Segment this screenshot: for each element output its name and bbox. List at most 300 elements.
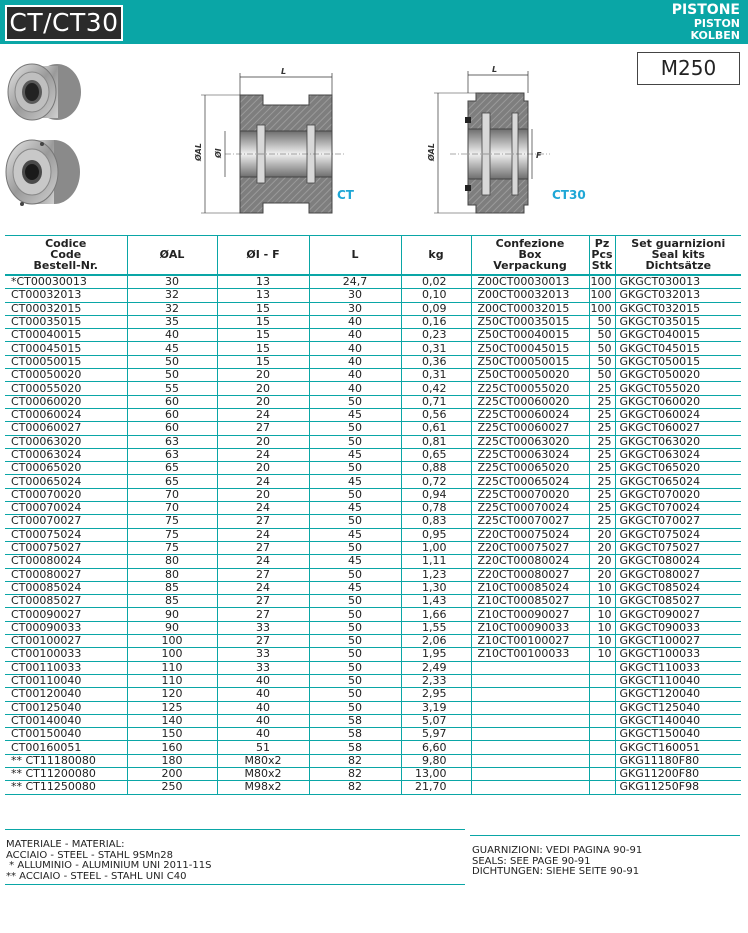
cell-pz: 25: [589, 502, 615, 515]
cell-code: CT00120040: [5, 688, 127, 701]
cell-l: 30: [309, 302, 401, 315]
table-row: [5, 648, 741, 661]
cell-box: [471, 767, 589, 780]
table-row: [5, 515, 741, 528]
cell-kg: 1,00: [401, 541, 471, 554]
cell-l: 40: [309, 355, 401, 368]
drawing-label-ct: CT: [337, 188, 354, 202]
cell-i: 40: [217, 701, 309, 714]
table-row: [5, 408, 741, 421]
cell-kg: 0,42: [401, 382, 471, 395]
cell-l: 50: [309, 395, 401, 408]
cell-pz: [589, 781, 615, 794]
cell-l: 45: [309, 475, 401, 488]
cell-code: CT00085024: [5, 581, 127, 594]
cell-box: Z50CT00050015: [471, 355, 589, 368]
cell-box: Z00CT00032013: [471, 289, 589, 302]
cell-al: 75: [127, 528, 217, 541]
cell-al: 65: [127, 475, 217, 488]
cell-code: CT00070027: [5, 515, 127, 528]
cell-al: 110: [127, 674, 217, 687]
cell-box: Z50CT00045015: [471, 342, 589, 355]
cell-seal: GKGCT055020: [615, 382, 741, 395]
cell-code: CT00050015: [5, 355, 127, 368]
cell-seal: GKGCT085027: [615, 595, 741, 608]
cell-kg: 0,65: [401, 448, 471, 461]
cell-pz: [589, 701, 615, 714]
cell-al: 160: [127, 741, 217, 754]
table-row: [5, 728, 741, 741]
cell-l: 50: [309, 688, 401, 701]
cell-box: Z25CT00070020: [471, 488, 589, 501]
table-row: [5, 568, 741, 581]
category-en: PISTON: [693, 17, 740, 30]
cell-seal: GKGCT120040: [615, 688, 741, 701]
table-row: [5, 595, 741, 608]
cell-code: CT00035015: [5, 315, 127, 328]
cell-l: 45: [309, 555, 401, 568]
cell-al: 85: [127, 581, 217, 594]
cell-seal: GKGCT080024: [615, 555, 741, 568]
cell-al: 32: [127, 302, 217, 315]
cell-kg: 13,00: [401, 767, 471, 780]
cell-seal: GKGCT060027: [615, 422, 741, 435]
category-it: PISTONE: [671, 2, 740, 18]
cell-kg: 2,49: [401, 661, 471, 674]
table-row: [5, 355, 741, 368]
cell-seal: GKGCT070024: [615, 502, 741, 515]
cell-al: 50: [127, 369, 217, 382]
cell-pz: 20: [589, 568, 615, 581]
cell-l: 45: [309, 581, 401, 594]
cell-al: 50: [127, 355, 217, 368]
header-bar: [0, 0, 748, 44]
cell-al: 65: [127, 462, 217, 475]
cell-l: 50: [309, 435, 401, 448]
cell-kg: 0,31: [401, 342, 471, 355]
cell-l: 50: [309, 674, 401, 687]
cell-box: [471, 728, 589, 741]
table-row: [5, 541, 741, 554]
cell-code: CT00065024: [5, 475, 127, 488]
cell-pz: 20: [589, 528, 615, 541]
cell-i: 15: [217, 355, 309, 368]
table-row: [5, 741, 741, 754]
cell-al: 120: [127, 688, 217, 701]
svg-text:ØAL: ØAL: [427, 143, 436, 161]
table-row: [5, 555, 741, 568]
cell-i: 40: [217, 714, 309, 727]
cell-kg: 0,56: [401, 408, 471, 421]
cell-box: Z25CT00060024: [471, 408, 589, 421]
cell-l: 58: [309, 714, 401, 727]
cell-box: [471, 741, 589, 754]
series-badge: M250: [637, 52, 740, 85]
cell-kg: 0,09: [401, 302, 471, 315]
cell-al: 110: [127, 661, 217, 674]
cell-pz: 25: [589, 515, 615, 528]
cell-code: CT00110033: [5, 661, 127, 674]
cell-al: 180: [127, 754, 217, 767]
cell-al: 90: [127, 621, 217, 634]
cell-code: CT00070024: [5, 502, 127, 515]
cell-i: 40: [217, 728, 309, 741]
cell-seal: GKGCT040015: [615, 329, 741, 342]
table-row: [5, 635, 741, 648]
table-row: [5, 608, 741, 621]
cell-i: 33: [217, 648, 309, 661]
table-row: [5, 382, 741, 395]
table-row: [5, 714, 741, 727]
cell-al: 100: [127, 635, 217, 648]
piston-photo-ct: [2, 58, 92, 128]
cell-kg: 21,70: [401, 781, 471, 794]
cell-box: Z00CT00032015: [471, 302, 589, 315]
cell-seal: GKGCT060024: [615, 408, 741, 421]
cell-pz: [589, 767, 615, 780]
cell-pz: [589, 754, 615, 767]
cell-pz: 20: [589, 555, 615, 568]
cell-i: 15: [217, 302, 309, 315]
cell-box: Z10CT00085024: [471, 581, 589, 594]
table-row: [5, 475, 741, 488]
cell-l: 45: [309, 448, 401, 461]
cell-l: 50: [309, 635, 401, 648]
cell-i: 51: [217, 741, 309, 754]
material-steel-c40: ** ACCIAIO - STEEL - STAHL UNI C40: [6, 870, 187, 882]
cell-i: 24: [217, 448, 309, 461]
cell-box: Z25CT00070024: [471, 502, 589, 515]
cell-seal: GKGCT065024: [615, 475, 741, 488]
cell-al: 70: [127, 488, 217, 501]
cell-code: CT00050020: [5, 369, 127, 382]
cell-kg: 1,43: [401, 595, 471, 608]
cell-code: CT00090027: [5, 608, 127, 621]
cell-al: 80: [127, 555, 217, 568]
cell-i: 15: [217, 315, 309, 328]
cell-seal: GKGCT035015: [615, 315, 741, 328]
cell-i: 20: [217, 462, 309, 475]
table-row: [5, 315, 741, 328]
cell-seal: GKGCT060020: [615, 395, 741, 408]
cell-l: 50: [309, 648, 401, 661]
cell-box: Z25CT00070027: [471, 515, 589, 528]
cell-l: 50: [309, 661, 401, 674]
cell-kg: 0,95: [401, 528, 471, 541]
cell-i: M80x2: [217, 754, 309, 767]
cell-kg: 0,16: [401, 315, 471, 328]
cell-i: 24: [217, 475, 309, 488]
col-l: L: [309, 236, 401, 276]
cell-pz: 25: [589, 408, 615, 421]
cell-al: 125: [127, 701, 217, 714]
cell-seal: GKGCT070020: [615, 488, 741, 501]
cell-l: 82: [309, 781, 401, 794]
table-row: [5, 302, 741, 315]
cell-l: 30: [309, 289, 401, 302]
cell-kg: 0,81: [401, 435, 471, 448]
piston-photo-ct30: [2, 132, 92, 212]
cell-al: 200: [127, 767, 217, 780]
table-row: [5, 781, 741, 794]
table-row: [5, 289, 741, 302]
cell-box: Z25CT00065020: [471, 462, 589, 475]
cell-kg: 1,23: [401, 568, 471, 581]
cell-i: 15: [217, 342, 309, 355]
cell-kg: 0,71: [401, 395, 471, 408]
cell-al: 60: [127, 395, 217, 408]
cell-pz: [589, 714, 615, 727]
cell-pz: 10: [589, 648, 615, 661]
cell-kg: 0,78: [401, 502, 471, 515]
table-row: [5, 581, 741, 594]
cell-box: Z25CT00065024: [471, 475, 589, 488]
cell-i: 27: [217, 515, 309, 528]
table-row: [5, 701, 741, 714]
cell-al: 40: [127, 329, 217, 342]
cell-al: 75: [127, 515, 217, 528]
cell-box: Z50CT00035015: [471, 315, 589, 328]
cell-i: 15: [217, 329, 309, 342]
cell-pz: 50: [589, 342, 615, 355]
cell-pz: 100: [589, 289, 615, 302]
table-row: [5, 395, 741, 408]
cell-box: Z10CT00100033: [471, 648, 589, 661]
cell-pz: 25: [589, 462, 615, 475]
cell-i: 24: [217, 555, 309, 568]
svg-text:ØAL: ØAL: [194, 143, 203, 161]
table-row: [5, 329, 741, 342]
cell-l: 40: [309, 315, 401, 328]
table-row: [5, 369, 741, 382]
cell-box: [471, 781, 589, 794]
svg-text:L: L: [492, 65, 498, 74]
cell-l: 45: [309, 502, 401, 515]
cell-kg: 5,97: [401, 728, 471, 741]
cell-pz: 20: [589, 541, 615, 554]
cell-box: Z50CT00050020: [471, 369, 589, 382]
cell-code: CT00070020: [5, 488, 127, 501]
cell-l: 50: [309, 422, 401, 435]
cell-code: CT00080024: [5, 555, 127, 568]
cell-box: Z20CT00080024: [471, 555, 589, 568]
col-al: ØAL: [127, 236, 217, 276]
cell-box: Z10CT00100027: [471, 635, 589, 648]
cell-pz: 100: [589, 275, 615, 289]
cell-al: 35: [127, 315, 217, 328]
cell-box: Z20CT00075027: [471, 541, 589, 554]
cell-al: 30: [127, 275, 217, 289]
cell-l: 50: [309, 488, 401, 501]
cell-box: Z25CT00063020: [471, 435, 589, 448]
cell-code: CT00032015: [5, 302, 127, 315]
cell-i: 20: [217, 488, 309, 501]
cell-kg: 1,55: [401, 621, 471, 634]
col-code: Codice Code Bestell-Nr.: [5, 236, 127, 276]
cell-kg: 5,07: [401, 714, 471, 727]
cell-code: ** CT11200080: [5, 767, 127, 780]
cell-al: 75: [127, 541, 217, 554]
cell-pz: 50: [589, 315, 615, 328]
cell-i: 13: [217, 289, 309, 302]
footer-rule-bottom: [5, 884, 465, 885]
cell-l: 50: [309, 541, 401, 554]
cell-code: CT00160051: [5, 741, 127, 754]
cell-kg: 0,83: [401, 515, 471, 528]
cell-pz: 50: [589, 355, 615, 368]
cell-code: CT00085027: [5, 595, 127, 608]
table-row: [5, 422, 741, 435]
cell-kg: 6,60: [401, 741, 471, 754]
cell-seal: GKGCT050015: [615, 355, 741, 368]
svg-text:L: L: [281, 67, 287, 76]
cell-l: 50: [309, 621, 401, 634]
material-aluminium: * ALLUMINIO - ALUMINIUM UNI 2011-11S: [6, 860, 212, 871]
cell-box: Z25CT00063024: [471, 448, 589, 461]
cell-i: 27: [217, 541, 309, 554]
cell-kg: 0,72: [401, 475, 471, 488]
cell-i: 24: [217, 528, 309, 541]
cell-seal: GKGCT080027: [615, 568, 741, 581]
product-code: CT/CT30: [5, 5, 123, 41]
cell-code: CT00075027: [5, 541, 127, 554]
table-row: [5, 342, 741, 355]
cell-al: 55: [127, 382, 217, 395]
cell-l: 82: [309, 754, 401, 767]
cell-seal: GKGCT100033: [615, 648, 741, 661]
cell-pz: [589, 728, 615, 741]
cell-box: Z10CT00090027: [471, 608, 589, 621]
cell-kg: 2,33: [401, 674, 471, 687]
col-kg: kg: [401, 236, 471, 276]
cell-seal: GKG11250F98: [615, 781, 741, 794]
material-title: MATERIALE - MATERIAL:: [6, 839, 125, 850]
table-row: [5, 754, 741, 767]
cell-al: 150: [127, 728, 217, 741]
cell-seal: GKGCT030013: [615, 275, 741, 289]
cell-code: CT00032013: [5, 289, 127, 302]
table-row: [5, 435, 741, 448]
cell-pz: 25: [589, 488, 615, 501]
cell-code: CT00060027: [5, 422, 127, 435]
cell-l: 40: [309, 382, 401, 395]
cell-i: 33: [217, 621, 309, 634]
cell-kg: 0,94: [401, 488, 471, 501]
cell-code: CT00100027: [5, 635, 127, 648]
cell-al: 250: [127, 781, 217, 794]
cell-pz: [589, 674, 615, 687]
cell-seal: GKGCT075027: [615, 541, 741, 554]
cell-al: 60: [127, 422, 217, 435]
cell-box: [471, 661, 589, 674]
table-row: [5, 688, 741, 701]
table-row: [5, 674, 741, 687]
cell-seal: GKGCT090033: [615, 621, 741, 634]
table-row: [5, 488, 741, 501]
cell-i: 13: [217, 275, 309, 289]
cell-code: ** CT11250080: [5, 781, 127, 794]
cell-l: 40: [309, 369, 401, 382]
cell-l: 50: [309, 568, 401, 581]
table-row: [5, 528, 741, 541]
cell-pz: [589, 688, 615, 701]
cell-i: 40: [217, 674, 309, 687]
table-row: [5, 502, 741, 515]
cell-i: 27: [217, 635, 309, 648]
col-box: Confezione Box Verpackung: [471, 236, 589, 276]
cell-l: 50: [309, 701, 401, 714]
cell-i: 20: [217, 435, 309, 448]
cell-i: M80x2: [217, 767, 309, 780]
cell-seal: GKGCT032013: [615, 289, 741, 302]
cell-seal: GKGCT160051: [615, 741, 741, 754]
cell-code: CT00075024: [5, 528, 127, 541]
cell-l: 45: [309, 408, 401, 421]
cell-pz: 25: [589, 448, 615, 461]
cell-i: 20: [217, 395, 309, 408]
table-row: [5, 448, 741, 461]
cell-box: Z10CT00090033: [471, 621, 589, 634]
cell-kg: 1,30: [401, 581, 471, 594]
cell-i: 27: [217, 422, 309, 435]
cell-l: 40: [309, 342, 401, 355]
cell-seal: GKGCT045015: [615, 342, 741, 355]
cell-kg: 0,36: [401, 355, 471, 368]
drawing-ct: [185, 65, 355, 225]
cell-seal: GKGCT063024: [615, 448, 741, 461]
cell-pz: 25: [589, 382, 615, 395]
cell-l: 40: [309, 329, 401, 342]
cell-i: 27: [217, 608, 309, 621]
svg-text:F: F: [536, 151, 542, 160]
footer-rule-left: [5, 829, 465, 830]
drawing-ct30: [420, 65, 560, 225]
cell-i: 20: [217, 369, 309, 382]
category-de: KOLBEN: [690, 29, 740, 42]
cell-seal: GKGCT090027: [615, 608, 741, 621]
col-seal: Set guarnizioni Seal kits Dichtsätze: [615, 236, 741, 276]
cell-al: 32: [127, 289, 217, 302]
cell-kg: 0,61: [401, 422, 471, 435]
table-row: [5, 661, 741, 674]
col-pz: Pz Pcs Stk: [589, 236, 615, 276]
cell-pz: 50: [589, 329, 615, 342]
cell-kg: 9,80: [401, 754, 471, 767]
cell-code: CT00080027: [5, 568, 127, 581]
cell-i: M98x2: [217, 781, 309, 794]
cell-code: CT00100033: [5, 648, 127, 661]
cell-box: Z25CT00060020: [471, 395, 589, 408]
cell-i: 27: [217, 568, 309, 581]
cell-l: 50: [309, 515, 401, 528]
cell-i: 24: [217, 581, 309, 594]
cell-code: CT00040015: [5, 329, 127, 342]
cell-code: CT00060024: [5, 408, 127, 421]
cell-code: ** CT11180080: [5, 754, 127, 767]
cell-seal: GKGCT150040: [615, 728, 741, 741]
cell-al: 85: [127, 595, 217, 608]
cell-l: 50: [309, 608, 401, 621]
cell-seal: GKGCT110040: [615, 674, 741, 687]
cell-seal: GKGCT110033: [615, 661, 741, 674]
seal-note-it: GUARNIZIONI: VEDI PAGINA 90-91: [472, 845, 643, 856]
cell-seal: GKG11200F80: [615, 767, 741, 780]
cell-box: [471, 674, 589, 687]
cell-l: 82: [309, 767, 401, 780]
cell-seal: GKGCT063020: [615, 435, 741, 448]
col-i: ØI - F: [217, 236, 309, 276]
table-row: [5, 767, 741, 780]
